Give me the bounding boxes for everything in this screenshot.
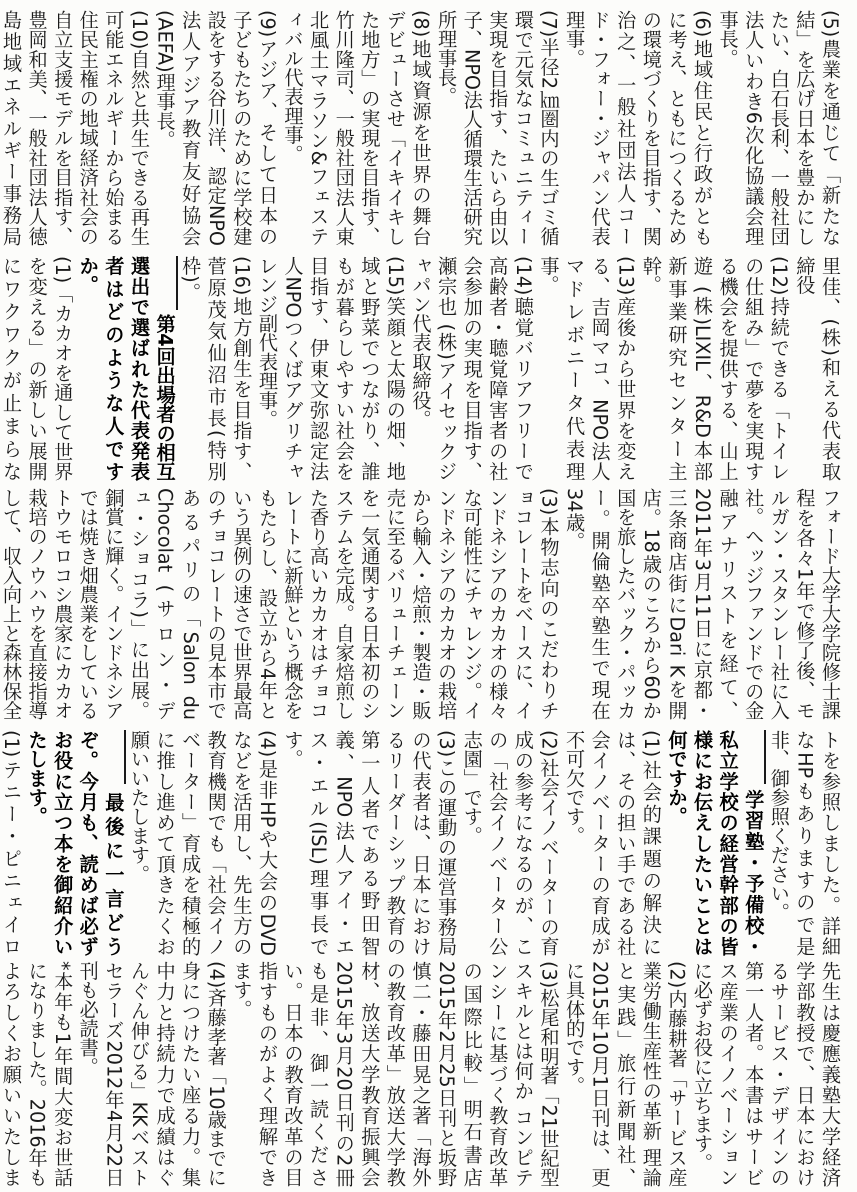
vertical-column-text	[0, 488, 843, 720]
paragraph: (1)「カカオを通して世界を変える」の新しい展開にワクワクが止まらな	[0, 256, 75, 481]
paragraph: 里佳、(株)和える代表取締役	[793, 256, 842, 481]
paragraph: (8)地域資源を世界の舞台デビューさせ「イキイキした地方」の実現を目指す、竹川隆司、一般社団法人東北風土マラソン&フェスティバル代表理事。	[281, 10, 433, 246]
paragraph: (3)本物志向のこだわりチョコレートをベースに、インドネシアのカカオの様々な可能性にチャレンジ。インドネシアのカカオの栽培から輸入・焙煎・製造・販売に至るバリューチェーンを一気通関する日本初のシステムを完成。自家焙煎した香り高いカカオはチョコレートに新鮮という概念をもたらし、設立から4年という異例の速さで世界最高のチョコレートの見本市であるパリの「Salon du Chocolat (サロン・デュ・ショコラ)」に出展。銅賞に輝く。インドネシアでは焼き畑農業をしているトウモロコシ農家にカカオ栽培のノウハウを直接指導して、収入向上と森林保全	[0, 488, 561, 720]
paragraph: (6)地域住民と行政がともに考え、ともにつくるための環境づくりを目指す、関治之、一般社団法人コード・フォー・ジャパン代表理事。	[563, 10, 715, 246]
paragraph: *本年も1年間大変お世話になりました。2016年もよろしくお願いいたしま	[0, 961, 75, 1187]
vertical-column-text	[0, 256, 843, 481]
heading-rule	[123, 730, 126, 784]
text-tier-1	[0, 10, 843, 246]
vertical-column-text	[0, 730, 843, 956]
paragraph: (5)農業を通じて「新たな結」を広げ日本を豊かにしたい、白石長利、一般社団法人いわき6次化協議会理事長。	[716, 10, 842, 246]
paragraph: (7)半径2㎞圏内の生ゴミ循環で元気なコミュニティー実現を目指す、たいら由以子、NPO法人循環生活研究所理事長。	[435, 10, 561, 246]
paragraph: (1)テニー・ピニェイロ	[0, 730, 23, 956]
paragraph: (4)斉藤孝著「10歳までに身につけたい座る力。集中力と持続力で成績はぐんぐん伸びる」KKベストセラーズ2012年4月22日刊も必読書。	[76, 961, 228, 1187]
section-heading-representative: 第4回出場者の相互選出で選ばれた代表発表者はどのような人ですか。	[76, 256, 177, 481]
heading-rule	[763, 730, 766, 784]
paragraph: (2)内藤耕著「サービス産業労働生産性の革新 理論と実践」旅行新聞社、2015年10月1日刊は、更に具体的です。	[563, 961, 689, 1187]
paragraph: トを参照しました。詳細なHPもありますので是非、御参照ください。	[767, 730, 842, 956]
heading-rule	[175, 256, 178, 310]
paragraph: (2)社会イノベーターの育成の参考になるのが、この「社会イノベーター公志園」です。	[460, 730, 561, 956]
paragraph: (15)笑顔と太陽の畑、地域と野菜でつながり、誰もが暮らしやすい社会を目指す、伊東文弥認定法人NPOつくばアグリチャレンジ副代表理事。	[255, 256, 407, 481]
paragraph: (9)アジア、そして日本の子どもたちのために学校建設をする谷川洋、認定NPO法人アジア教育友好協会(AEFA)理事長。	[153, 10, 279, 246]
paragraph: (10)自然と共生できる再生可能エネルギーから始まる住民主権の地域経済社会の自立支援モデルを目指す、豊岡和美、一般社団法人徳島地域エネルギー事務局	[0, 10, 151, 246]
vertical-column-text	[0, 10, 843, 246]
text-tier-5	[0, 961, 843, 1187]
paragraph: (16)地方創生を目指す、菅原茂気仙沼市長(特別枠)。	[179, 256, 254, 481]
paragraph: (3)この運動の運営事務局の代表者は、日本におけるリーダーシップ教育の第一人者である野田智義、NPO法人アイ・エス・エル(ISL)理事長です。	[281, 730, 459, 956]
text-tier-2	[0, 256, 843, 481]
paragraph: (14)聴覚バリアフリーで高齢者・聴覚障害者の社会参加の実現を目指す、瀬宗也 (株)アイセックジャパン代表取締役。	[409, 256, 535, 481]
section-heading-message: 学習塾・予備校・私立学校の経営幹部の皆様にお伝えしたいことは何ですか。	[665, 730, 766, 956]
paragraph: (12)持続できる「トイレの仕組み」で夢を実現する機会を提供する、山上遊 (株)LIXIL、R&D本部新事業研究センター主幹。	[639, 256, 791, 481]
paragraph: 先生は慶應義塾大学経済学部教授で、日本におけるサービス・デザインの第一人者。本書はサービス産業のイノベーションに必ずお役に立ちます。	[691, 961, 842, 1187]
paragraph: (13)産後から世界を変える、吉岡マコ、NPO法人マドレボニータ代表理事。	[537, 256, 638, 481]
text-tier-3	[0, 488, 843, 720]
vertical-column-text	[0, 961, 843, 1187]
text-tier-4	[0, 730, 843, 956]
section-heading-closing: 最後に一言どうぞ。今月も、読めば必ずお役に立つ本を御紹介いたします。	[25, 730, 126, 956]
paragraph: (3)松尾和明著「21世紀型スキルとは何か コンピテンシーに基づく教育改革の国際比較」明石書店2015年2月25日刊と坂野慎二・藤田晃之著「海外の教育改革」放送大学教材、放送大学教育振興会2015年3月20日刊の2冊も是非、御一読ください。日本の教育改革の目指すものがよく理解できます。	[230, 961, 561, 1187]
paragraph: フォード大学大学院修士課程を各々1年で修了後、モルガン・スタンレー社に入社。ヘッジファンドでの金融アナリストを経て、2011年3月11日に京都・三条商店街にDari Kを開店。18歳のころから60か国を旅したバック・パッカー。開倫塾卒塾生で現在34歳。	[563, 488, 842, 720]
paragraph: (1)社会的課題の解決には、その担い手である社会イノベーターの育成が不可欠です。	[563, 730, 663, 956]
paragraph: (4)是非HPや大会のDVDなどを活用し、先生方の教育機関でも「社会イノベーター」育成を積極的に推し進めて頂きたくお願いいたします。	[127, 730, 279, 956]
